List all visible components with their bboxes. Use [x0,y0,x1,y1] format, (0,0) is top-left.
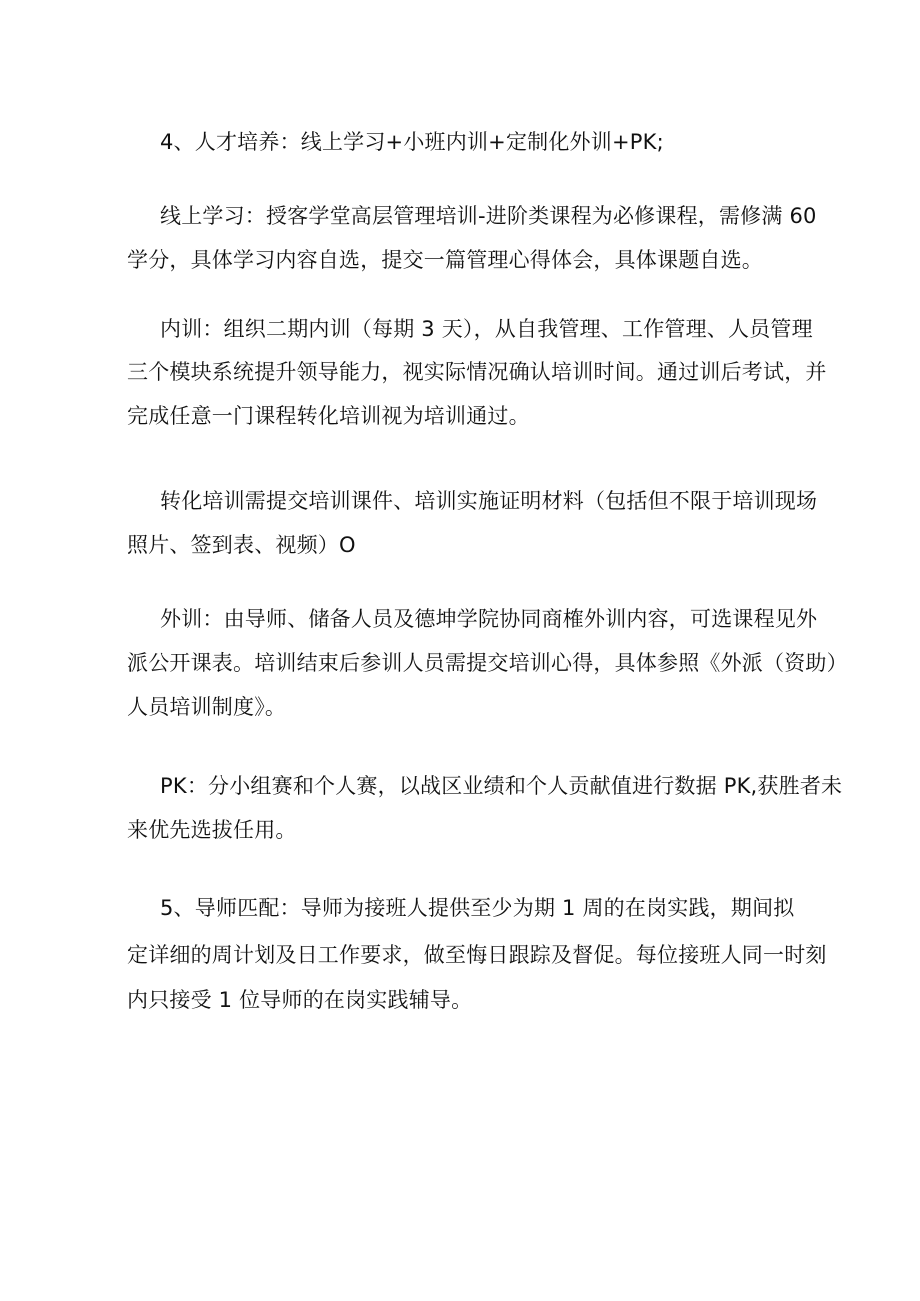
online-learning-line-2: 学分，具体学习内容自选，提交一篇管理心得体会，具体课题自选。 [127,248,763,272]
section-5-line-1: 5、导师匹配：导师为接班人提供至少为期 1 周的在岗实践，期间拟 [160,896,795,920]
conversion-training-line-1: 转化培训需提交培训课件、培训实施证明材料（包括但不限于培训现场 [160,489,818,513]
internal-training-line-2: 三个模块系统提升领导能力，视实际情况确认培训时间。通过训后考试，并 [127,360,827,384]
section-5-line-2: 定详细的周计划及日工作要求，做至悔日跟踪及督促。每位接班人同一时刻 [127,943,827,967]
external-training-line-2: 派公开课表。培训结束后参训人员需提交培训心得，具体参照《外派（资助） [127,651,848,675]
external-training-line-1: 外训：由导师、储备人员及德坤学院协同商榷外训内容，可选课程见外 [160,607,818,631]
pk-line-1: PK：分小组赛和个人赛，以战区业绩和个人贡献值进行数据 PK,获胜者未 [160,774,843,798]
section-5-line-3: 内只接受 1 位导师的在岗实践辅导。 [127,988,473,1012]
conversion-training-line-2: 照片、签到表、视频）O [127,533,356,557]
pk-line-2: 来优先选拔任用。 [127,818,297,842]
external-training-line-3: 人员培训制度》。 [127,695,287,719]
internal-training-line-1: 内训：组织二期内训（每期 3 天），从自我管理、工作管理、人员管理 [160,317,813,341]
online-learning-line-1: 线上学习：授客学堂高层管理培训-进阶类课程为必修课程，需修满 60 [160,204,817,228]
internal-training-line-3: 完成任意一门课程转化培训视为培训通过。 [127,404,530,428]
section-4-heading: 4、人才培养：线上学习+小班内训+定制化外训+PK; [160,130,664,154]
